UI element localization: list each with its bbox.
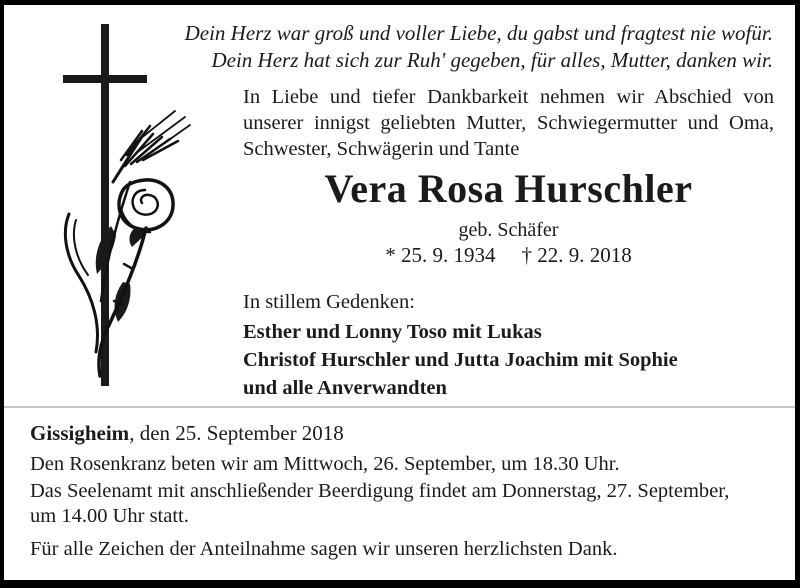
section-divider <box>0 406 800 408</box>
memorial-quote-line-2: Dein Herz hat sich zur Ruh' gegeben, für alles, Mutter, danken wir. <box>211 48 773 72</box>
mourner-line-1: Esther und Lonny Toso mit Lukas <box>243 321 542 343</box>
memoriam-label: In stillem Gedenken: <box>243 291 415 313</box>
mourner-line-3: und alle Anverwandten <box>243 377 447 399</box>
death-date: † 22. 9. 2018 <box>521 243 632 267</box>
deceased-name: Vera Rosa Hurschler <box>324 166 693 211</box>
place-name: Gissigheim <box>30 421 130 445</box>
notice-date: , den 25. September 2018 <box>129 421 344 445</box>
memorial-quote <box>140 20 773 74</box>
birth-date: * 25. 9. 1934 <box>385 243 496 267</box>
funeral-info-line-1: Das Seelenamt mit anschließender Beerdigung findet am Donnerstag, 27. September, <box>30 480 730 502</box>
farewell-line-3: Schwester, Schwägerin und Tante <box>243 138 520 160</box>
memorial-quote-line-1: Dein Herz war groß und voller Liebe, du gabst und fragtest nie wofür. <box>184 21 773 45</box>
farewell-paragraph <box>243 84 774 162</box>
farewell-line-2: unserer innigst geliebten Mutter, Schwiegermutter und Oma, <box>243 112 774 134</box>
funeral-info-paragraph <box>30 479 774 529</box>
mourner-line-2: Christof Hurschler und Jutta Joachim mit Sophie <box>243 349 678 371</box>
place-date-line <box>30 421 774 446</box>
funeral-info-line-2: um 14.00 Uhr statt. <box>30 505 189 527</box>
farewell-line-1: In Liebe und tiefer Dankbarkeit nehmen wir Abschied von <box>243 86 774 108</box>
maiden-name: geb. Schäfer <box>458 219 559 241</box>
life-dates <box>243 243 774 268</box>
mourners-list <box>243 318 774 402</box>
thanks-line: Für alle Zeichen der Anteilnahme sagen wir unseren herzlichsten Dank. <box>30 538 618 560</box>
rosary-info-line: Den Rosenkranz beten wir am Mittwoch, 26. September, um 18.30 Uhr. <box>30 453 620 475</box>
